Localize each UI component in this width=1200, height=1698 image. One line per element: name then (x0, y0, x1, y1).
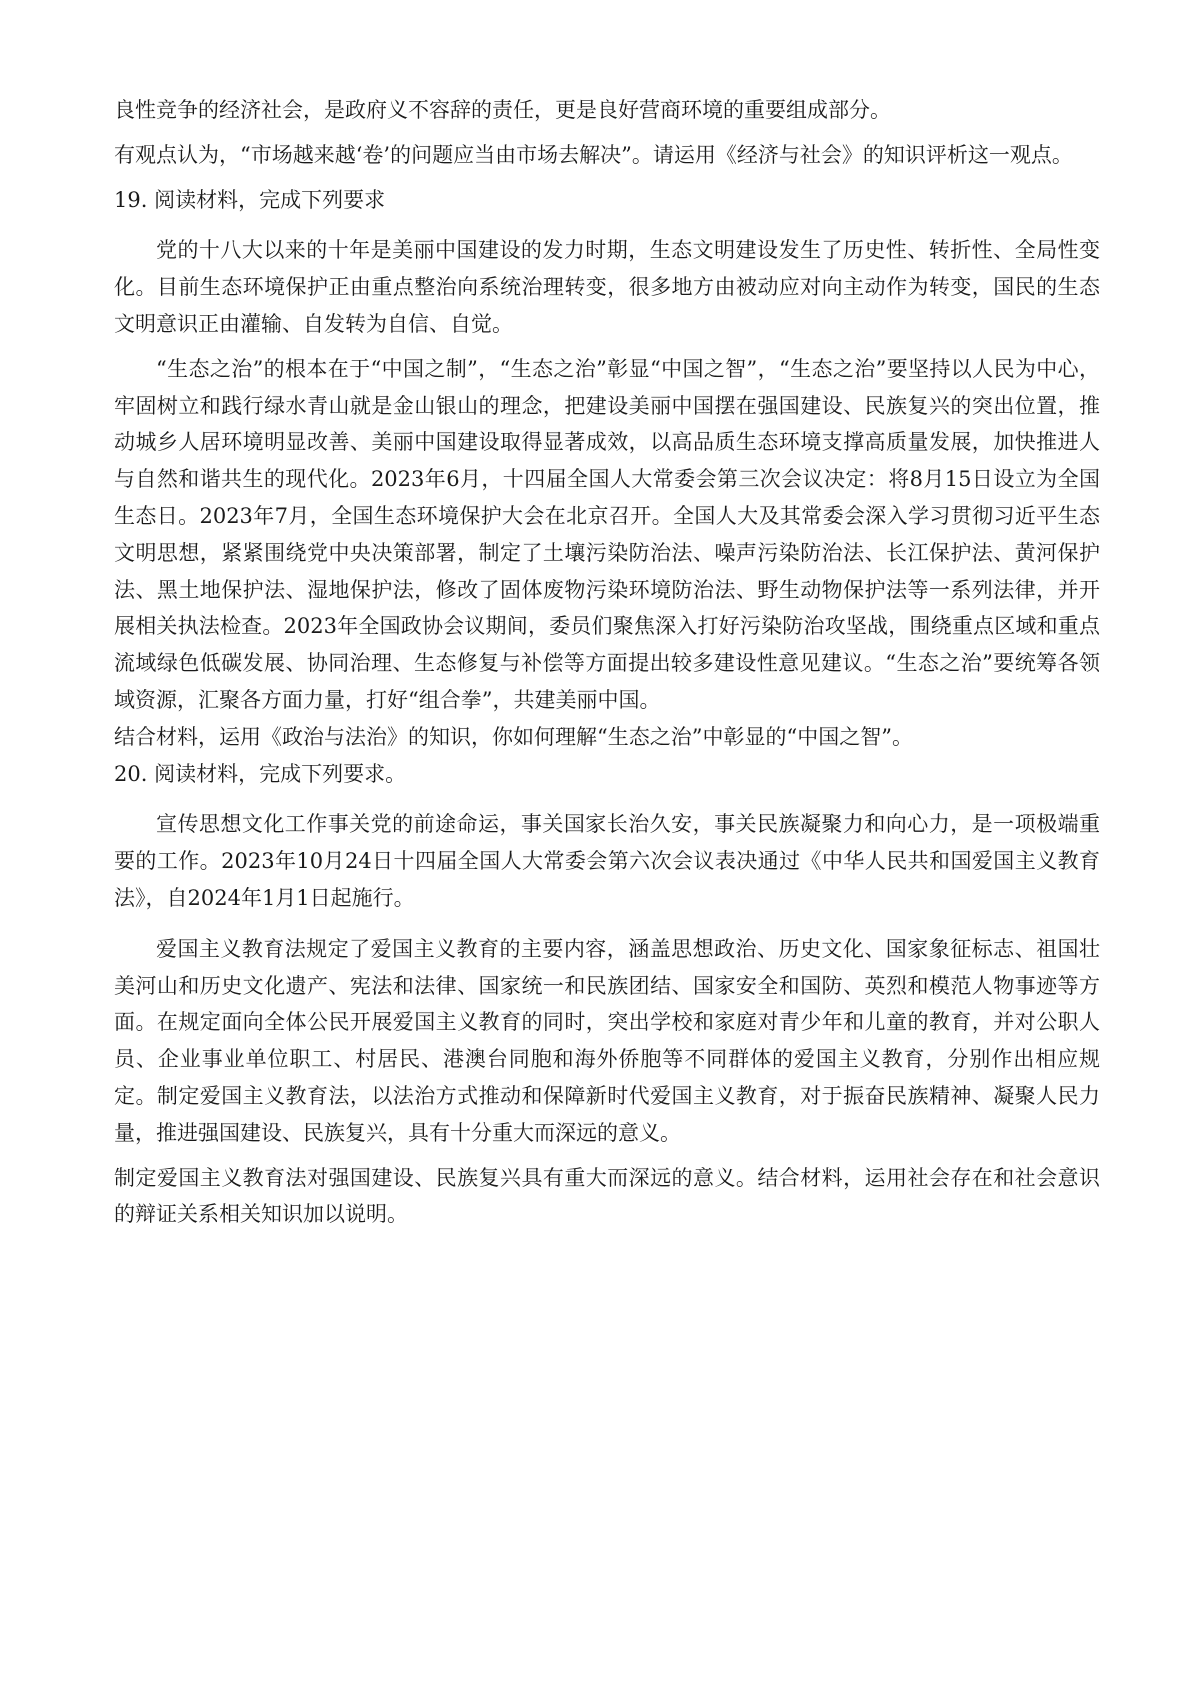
q18-question: 有观点认为，“市场越来越‘卷’的问题应当由市场去解决”。请运用《经济与社会》的知识评析这一观点。 (114, 142, 1073, 167)
page-content (114, 92, 1100, 1233)
q19-heading: 19. 阅读材料，完成下列要求 (114, 187, 386, 212)
q18-material-tail: 良性竞争的经济社会，是政府义不容辞的责任，更是良好营商环境的重要组成部分。 (114, 98, 891, 122)
q19-question: 结合材料，运用《政治与法治》的知识，你如何理解“生态之治”中彰显的“中国之智”。 (114, 724, 913, 749)
q20-question: 制定爱国主义教育法对强国建设、民族复兴具有重大而深远的意义。结合材料，运用社会存在和社会意识的辩证关系相关知识加以说明。 (114, 1165, 1100, 1227)
q19-paragraph-1: 党的十八大以来的十年是美丽中国建设的发力时期，生态文明建设发生了历史性、转折性、全局性变化。目前生态环境保护正由重点整治向系统治理转变，很多地方由被动应对向主动作为转变，国民的生态文明意识正由灌输、自发转为自信、自觉。 (114, 238, 1100, 336)
q19-paragraph-2: “生态之治”的根本在于“中国之制”，“生态之治”彰显“中国之智”，“生态之治”要坚持以人民为中心，牢固树立和践行绿水青山就是金山银山的理念，把建设美丽中国摆在强国建设、民族复兴的突出位置，推动城乡人居环境明显改善、美丽中国建设取得显著成效，以高品质生态环境支撑高质量发展，加快推进人与自然和谐共生的现代化。2023年6月，十四届全国人大常委会第三次会议决定：将8月15日设立为全国生态日。2023年7月，全国生态环境保护大会在北京召开。全国人大及其常委会深入学习贯彻习近平生态文明思想，紧紧围绕党中央决策部署，制定了土壤污染防治法、噪声污染防治法、长江保护法、黄河保护法、黑土地保护法、湿地保护法，修改了固体废物污染环境防治法、野生动物保护法等一系列法律，并开展相关执法检查。2023年全国政协会议期间，委员们聚焦深入打好污染防治攻坚战，围绕重点区域和重点流域绿色低碳发展、协同治理、生态修复与补偿等方面提出较多建设性意见建议。“生态之治”要统筹各领域资源，汇聚各方面力量，打好“组合拳”，共建美丽中国。 (114, 356, 1100, 712)
q20-paragraph-2: 爱国主义教育法规定了爱国主义教育的主要内容，涵盖思想政治、历史文化、国家象征标志、祖国壮美河山和历史文化遗产、宪法和法律、国家统一和民族团结、国家安全和国防、英烈和模范人物事迹等方面。在规定面向全体公民开展爱国主义教育的同时，突出学校和家庭对青少年和儿童的教育，并对公职人员、企业事业单位职工、村居民、港澳台同胞和海外侨胞等不同群体的爱国主义教育，分别作出相应规定。制定爱国主义教育法，以法治方式推动和保障新时代爱国主义教育，对于振奋民族精神、凝聚人民力量，推进强国建设、民族复兴，具有十分重大而深远的意义。 (114, 936, 1100, 1145)
q20-heading: 20. 阅读材料，完成下列要求。 (114, 761, 407, 786)
q20-paragraph-1: 宣传思想文化工作事关党的前途命运，事关国家长治久安，事关民族凝聚力和向心力，是一项极端重要的工作。2023年10月24日十四届全国人大常委会第六次会议表决通过《中华人民共和国爱国主义教育法》，自2024年1月1日起施行。 (114, 812, 1100, 910)
